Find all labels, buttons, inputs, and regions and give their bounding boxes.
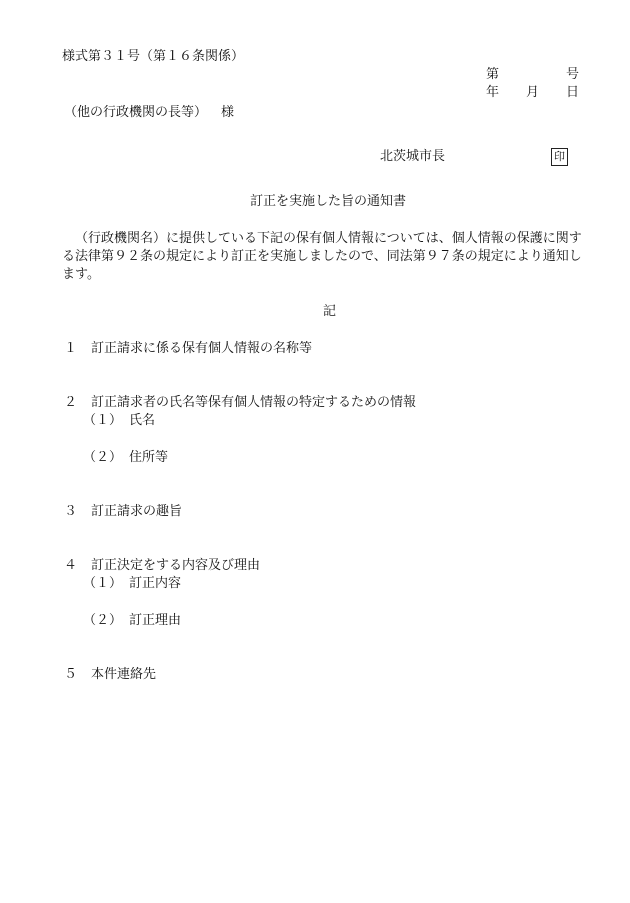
subitem-label: 氏名 xyxy=(129,413,156,428)
subitem-label: 訂正理由 xyxy=(129,613,182,628)
item-number: ２ xyxy=(64,395,78,410)
date-month: 月 xyxy=(526,85,540,100)
subitem-number: （２） xyxy=(83,613,123,628)
document-title: 訂正を実施した旨の通知書 xyxy=(250,194,407,209)
item-label: 訂正決定をする内容及び理由 xyxy=(91,558,261,573)
item-number: ４ xyxy=(64,558,78,573)
doc-number-prefix: 第 xyxy=(486,67,500,82)
body-line: ます。 xyxy=(62,267,100,282)
body-line: （行政機関名）に提供している下記の保有個人情報については、個人情報の保護に関す xyxy=(75,231,582,246)
doc-number-suffix: 号 xyxy=(566,67,580,82)
item-number: ５ xyxy=(64,667,78,682)
item-label: 訂正請求に係る保有個人情報の名称等 xyxy=(91,341,313,356)
date-day: 日 xyxy=(566,85,580,100)
subitem-label: 訂正内容 xyxy=(129,576,182,591)
ki-heading: 記 xyxy=(323,304,337,319)
subitem-label: 住所等 xyxy=(129,450,169,465)
date-year: 年 xyxy=(486,85,500,100)
item-label: 本件連絡先 xyxy=(91,667,157,682)
item-label: 訂正請求者の氏名等保有個人情報の特定するための情報 xyxy=(91,395,417,410)
seal-stamp: 印 xyxy=(551,148,568,166)
subitem-number: （１） xyxy=(83,576,123,591)
subitem-number: （２） xyxy=(83,450,123,465)
sender-name: 北茨城市長 xyxy=(380,149,446,164)
item-number: １ xyxy=(64,341,78,356)
addressee-honorific: 様 xyxy=(221,105,235,120)
form-number: 様式第３１号（第１６条関係） xyxy=(62,49,245,64)
item-number: ３ xyxy=(64,504,78,519)
item-label: 訂正請求の趣旨 xyxy=(91,504,183,519)
addressee-name: （他の行政機関の長等） xyxy=(64,105,208,120)
subitem-number: （１） xyxy=(83,413,123,428)
body-line: る法律第９２条の規定により訂正を実施しましたので、同法第９７条の規定により通知し xyxy=(62,249,582,264)
